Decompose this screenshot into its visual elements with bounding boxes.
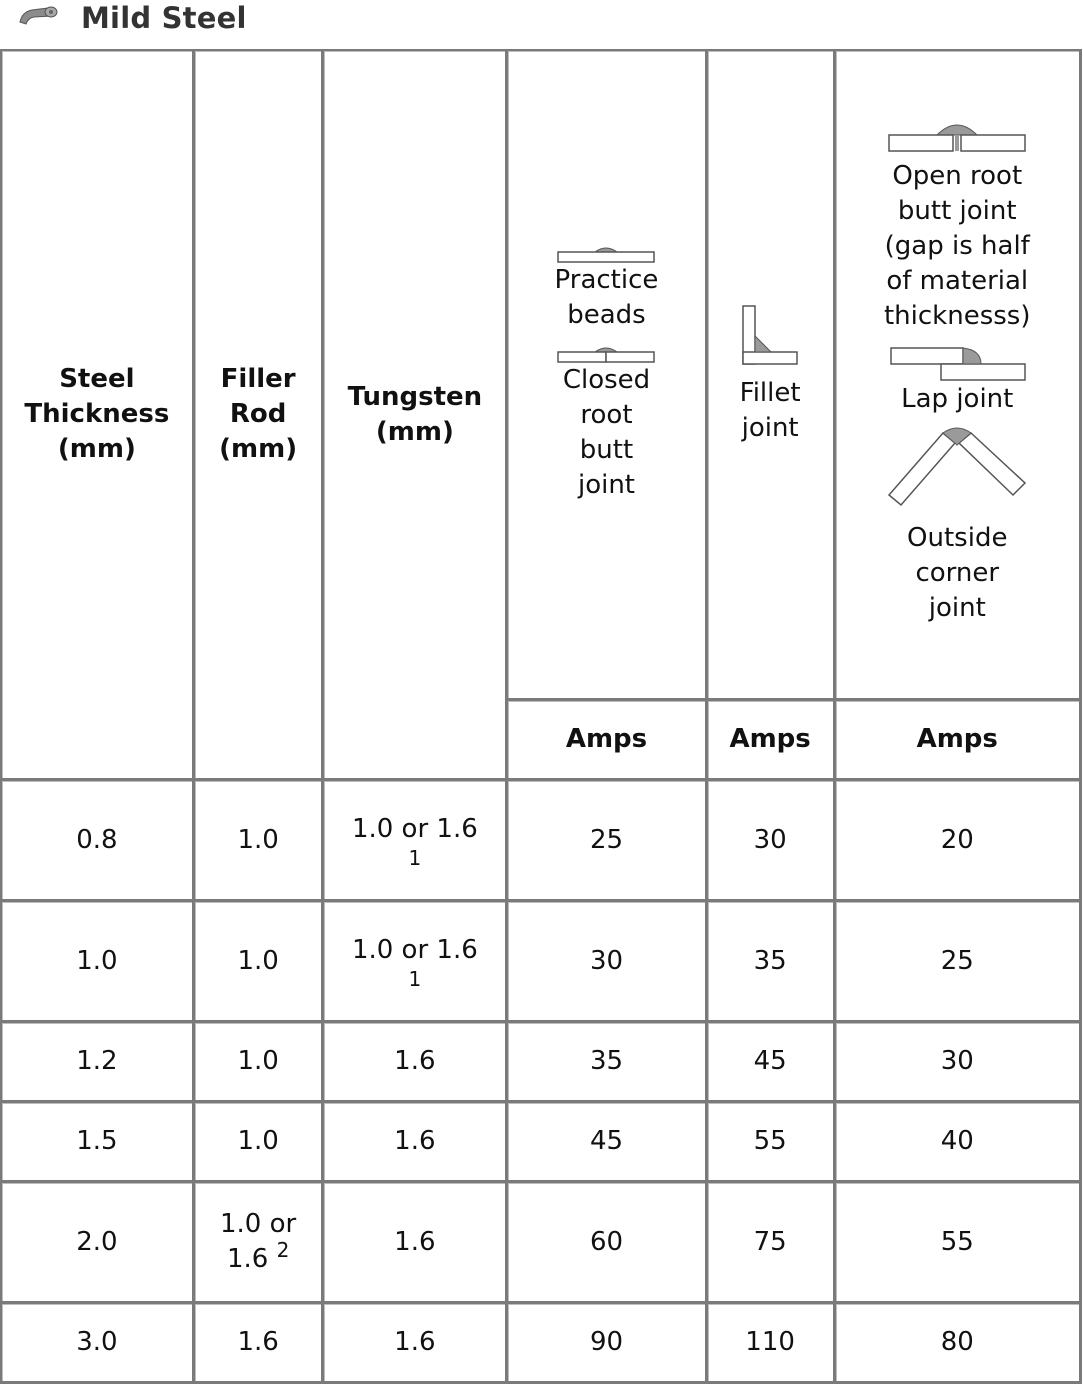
practice-bead-icon (557, 247, 655, 263)
header-joint-col6: Open root butt joint (gap is half of material thicknesss) Lap joint Outside corner joint (836, 51, 1083, 701)
cell-tungsten: 1.6 (324, 1304, 508, 1384)
cell-tungsten: 1.0 or 1.6 1 (324, 902, 508, 1023)
cell-amps-col5: 35 (708, 902, 836, 1023)
closed-root-butt-joint-icon (557, 347, 655, 363)
cell-amps-col5: 110 (708, 1304, 836, 1384)
header-filler-rod: Filler Rod (mm) (195, 51, 325, 781)
cell-amps-col4: 25 (508, 781, 708, 902)
cell-thickness: 1.2 (2, 1023, 195, 1103)
cell-filler: 1.6 (195, 1304, 325, 1384)
table-row (2, 1023, 1082, 1103)
amps-header-col5: Amps (708, 701, 836, 781)
footnote-marker: 1 (408, 966, 422, 991)
cell-thickness: 3.0 (2, 1304, 195, 1384)
header-tungsten: Tungsten (mm) (324, 51, 508, 781)
amps-header-col6: Amps (836, 701, 1083, 781)
lap-joint-icon (887, 346, 1027, 382)
cell-amps-col5: 55 (708, 1103, 836, 1183)
cell-amps-col4: 45 (508, 1103, 708, 1183)
header-joint-col4: Practice beads Closed root butt joint (508, 51, 708, 701)
cell-amps-col5: 45 (708, 1023, 836, 1103)
outside-corner-joint-icon (885, 427, 1029, 507)
table-row (2, 781, 1082, 902)
cell-tungsten: 1.6 (324, 1103, 508, 1183)
cell-amps-col6: 20 (836, 781, 1083, 902)
header-row (2, 51, 1082, 701)
cell-filler: 1.0 (195, 902, 325, 1023)
fillet-joint-icon (740, 304, 800, 368)
tig-torch-icon (18, 2, 60, 28)
title-bar (0, 0, 1083, 40)
cell-amps-col4: 90 (508, 1304, 708, 1384)
open-root-butt-joint-icon (887, 123, 1027, 153)
page-title: Mild Steel (81, 1, 247, 35)
header-joint-col5: Fillet joint (708, 51, 836, 701)
cell-amps-col6: 40 (836, 1103, 1083, 1183)
cell-thickness: 0.8 (2, 781, 195, 902)
footnote-marker: 1 (408, 845, 422, 870)
table-row (2, 1183, 1082, 1304)
cell-thickness: 1.5 (2, 1103, 195, 1183)
cell-amps-col6: 25 (836, 902, 1083, 1023)
cell-filler: 1.0 (195, 781, 325, 902)
cell-filler: 1.0 (195, 1023, 325, 1103)
cell-amps-col4: 30 (508, 902, 708, 1023)
cell-tungsten: 1.6 (324, 1183, 508, 1304)
cell-tungsten: 1.0 or 1.6 1 (324, 781, 508, 902)
cell-thickness: 1.0 (2, 902, 195, 1023)
cell-amps-col6: 55 (836, 1183, 1083, 1304)
cell-amps-col5: 75 (708, 1183, 836, 1304)
cell-amps-col4: 60 (508, 1183, 708, 1304)
cell-amps-col5: 30 (708, 781, 836, 902)
cell-amps-col6: 80 (836, 1304, 1083, 1384)
cell-thickness: 2.0 (2, 1183, 195, 1304)
cell-tungsten: 1.6 (324, 1023, 508, 1103)
table-row (2, 1103, 1082, 1183)
footnote-marker: 2 (276, 1238, 290, 1262)
cell-amps-col4: 35 (508, 1023, 708, 1103)
table-row (2, 902, 1082, 1023)
cell-filler: 1.0 or 1.6 $^2$ (195, 1183, 325, 1304)
cell-amps-col6: 30 (836, 1023, 1083, 1103)
table-row (2, 1304, 1082, 1384)
cell-filler: 1.0 (195, 1103, 325, 1183)
amps-header-col4: Amps (508, 701, 708, 781)
header-steel-thickness: Steel Thickness (mm) (2, 51, 195, 781)
mild-steel-settings-table (0, 49, 1082, 1384)
